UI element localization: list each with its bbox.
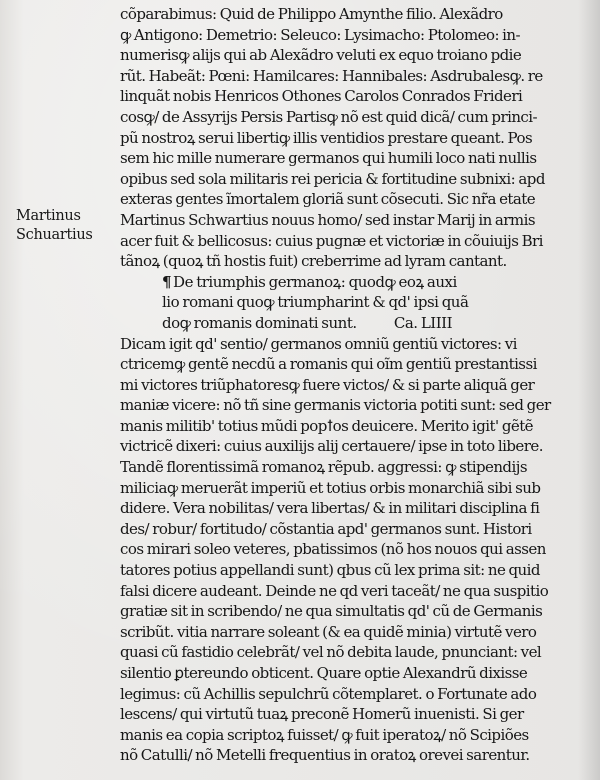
text-line: linquãt nobis Henricos Othones Carolos Conrados Frideri [120,87,523,106]
chapter-number: Ca. LIIII [393,313,452,332]
text-line: des/ robur/ fortitudo/ cõstantia apd' germanos sunt. Histori [120,519,532,538]
text-line: legimus: cũ Achillis sepulchrũ cõtemplaret. o Fortunate ado [120,684,537,703]
text-line: rũt. Habeãt: Pœni: Hamilcares: Hannibales: Asdrubalesꝙ. re [120,66,543,85]
chapter-heading-text: De triumphis germanoꝝ: quodꝙ eoꝝ auxi [173,272,457,291]
text-line: manis militib' totius mũdi popꝉos deuicere. Merito igit' gẽtẽ [120,416,533,435]
text-line: numerisꝙ alijs qui ab Alexãdro veluti ex equo troiano pdie [120,46,522,65]
text-line: Dicam igit qd' sentio/ germanos omniũ gentiũ victores: vi [120,334,517,353]
text-line: Martinus Schwartius nouus homo/ sed instar Marij in armis [120,210,535,229]
text-line: acer fuit & bellicosus: cuius pugnæ et victoriæ in cõuiuijs Bri [120,231,543,250]
text-line: Tandẽ florentissimã romanoꝝ rẽpub. aggressi: ꝙ stipendijs [120,458,527,477]
text-line: gratiæ sit in scribendo/ ne qua simultatis qd' cũ de Germanis [120,602,543,621]
text-line: tatores potius appellandi sunt) qbus cũ lex prima sit: ne quid [120,561,540,580]
pilcrow-mark: ¶ [162,272,172,291]
text-line: victricẽ dixeri: cuius auxilijs alij certauere/ ipse in toto libere. [120,437,543,456]
chapter-heading-row [162,313,452,334]
text-line: ctricemꝙ gentẽ necdũ a romanis qui oĩm gentiũ prestantissi [120,355,537,374]
text-line: exteras gentes ĩmortalem gloriã sunt cõsecuti. Sic nr̃a etate [120,190,536,209]
text-line: quasi cũ fastidio celebrãt/ vel nõ debita laude, pnunciant: vel [120,643,542,662]
text-line: silentio ꝑtereundo obticent. Quare optie Alexandrũ dixisse [120,664,528,682]
chapter-heading-line [120,313,596,334]
text-line: manis ea copia scriptoꝝ fuisset/ ꝙ fuit iperatoꝝ/ nõ Scipiões [120,725,529,744]
chapter-heading-line [120,272,596,293]
text-line: cosꝙ/ de Assyrijs Persis Partisꝙ nõ est quid dicã/ cum princi- [120,107,538,126]
text-line: falsi dicere audeant. Deinde ne qd veri taceãt/ ne qua suspitio [120,581,549,600]
text-line: nõ Catulli/ nõ Metelli frequentius in oratoꝝ orevei sarentur. [120,746,530,765]
chapter-heading-text: doꝙ romanis dominati sunt. [162,313,357,332]
margin-note-line: Schuartius [16,227,93,243]
text-line: scribũt. vitia narrare soleant (& ea quidẽ minia) virtutẽ vero [120,622,537,641]
text-line: mi victores triũphatoresꝙ fuere victos/ & si parte aliquã ger [120,375,535,394]
margin-note [16,207,93,245]
text-line: cõparabimus: Quid de Philippo Amynthe filio. Alexãdro [120,5,503,23]
text-line: miliciaꝙ meruerãt imperiũ et totius orbis monarchiã sibi sub [120,478,541,497]
text-line: tãnoꝝ (quoꝝ tñ hostis fuit) creberrime ad lyram cantant. [120,252,507,271]
text-line: didere. Vera nobilitas/ vera libertas/ & in militari disciplina fi [120,499,540,518]
margin-note-line: Martinus [16,208,81,224]
text-line: ꝙ Antigono: Demetrio: Seleuco: Lysimacho: Ptolomeo: in- [120,25,521,44]
text-line: pũ nostroꝝ serui libertiꝙ illis ventidios prestare queant. Pos [120,128,533,147]
text-line: lescens/ qui virtutũ tuaꝝ preconẽ Homerũ inuenisti. Si ger [120,705,524,724]
main-text-block [120,4,596,766]
text-line: maniæ vicere: nõ tñ sine germanis victoria potiti sunt: sed ger [120,396,551,415]
chapter-heading-line: lio romani quoꝙ triumpharint & qd' ipsi quã [162,293,469,312]
text-line: opibus sed sola militaris rei pericia & fortitudine subnixi: apd [120,169,545,188]
text-line: sem hic mille numerare germanos qui humili loco nati nullis [120,149,537,168]
text-line: cos mirari soleo veteres, pbatissimos (nõ hos nouos qui assen [120,540,546,559]
